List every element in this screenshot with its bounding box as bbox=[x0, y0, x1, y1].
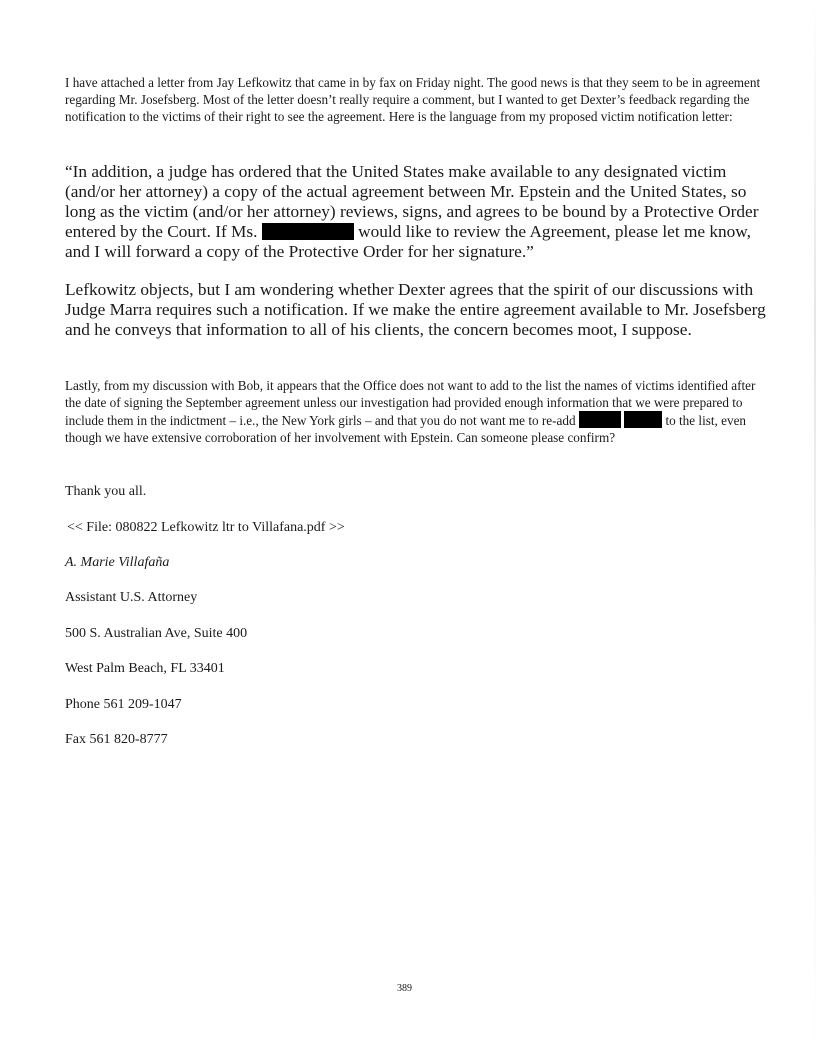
signature-address-line1: 500 S. Australian Ave, Suite 400 bbox=[65, 626, 248, 641]
paragraph-attachment-intro: I have attached a letter from Jay Lefkowitz that came in by fax on Friday night. The good news is that they seem to be in agreement regarding Mr. Josefsberg. Most of the letter doesn’t really require a comment, but I wanted to get Dexter’s feedback regarding the notification to the victims of their right to see the agreement. Here is the language from my proposed victim notification letter: bbox=[65, 75, 761, 124]
paragraph-notification-language bbox=[65, 162, 775, 262]
redaction-block bbox=[579, 411, 621, 428]
paragraph-victim-list bbox=[65, 377, 765, 446]
redaction-block bbox=[262, 223, 354, 240]
victim-list-text-part2: to the list, even though we have extensive corroboration of her involvement with Epstein. Can someone please confirm? bbox=[65, 413, 747, 445]
thanks-line: Thank you all. bbox=[65, 484, 147, 499]
redaction-block bbox=[624, 411, 662, 428]
page-number: 389 bbox=[397, 983, 412, 994]
signature-address-line2: West Palm Beach, FL 33401 bbox=[65, 661, 225, 676]
signature-name: A. Marie Villafaña bbox=[65, 555, 170, 570]
paragraph-lefkowitz-objection: Lefkowitz objects, but I am wondering whether Dexter agrees that the spirit of our discussions with Judge Marra requires such a notification. If we make the entire agreement available to Mr. Josefsberg and he conveys that information to all of his clients, the concern becomes moot, I suppose. bbox=[65, 280, 766, 339]
victim-list-text-part1: Lastly, from my discussion with Bob, it appears that the Office does not want to add to the list the names of victims identified after the date of signing the September agreement unless our investigation had provided enough information that we were prepared to include them in the indictment – i.e., the New York girls – and that you do not want me to re-add bbox=[65, 378, 756, 428]
signature-title: Assistant U.S. Attorney bbox=[65, 590, 198, 605]
attachment-reference: << File: 080822 Lefkowitz ltr to Villafana.pdf >> bbox=[67, 520, 345, 535]
signature-phone: Phone 561 209-1047 bbox=[65, 697, 182, 712]
signature-fax: Fax 561 820-8777 bbox=[65, 732, 168, 747]
notification-text-part2: would like to review the Agreement, please let me know, and I will forward a copy of the Protective Order for her signature.” bbox=[65, 222, 751, 261]
notification-text-part1: “In addition, a judge has ordered that the United States make available to any designated victim (and/or her attorney) a copy of the actual agreement between Mr. Epstein and the United States, so long as the victim (and/or her attorney) reviews, signs, and agrees to be bound by a Protective Order entered by the Court. If Ms. bbox=[65, 162, 759, 241]
